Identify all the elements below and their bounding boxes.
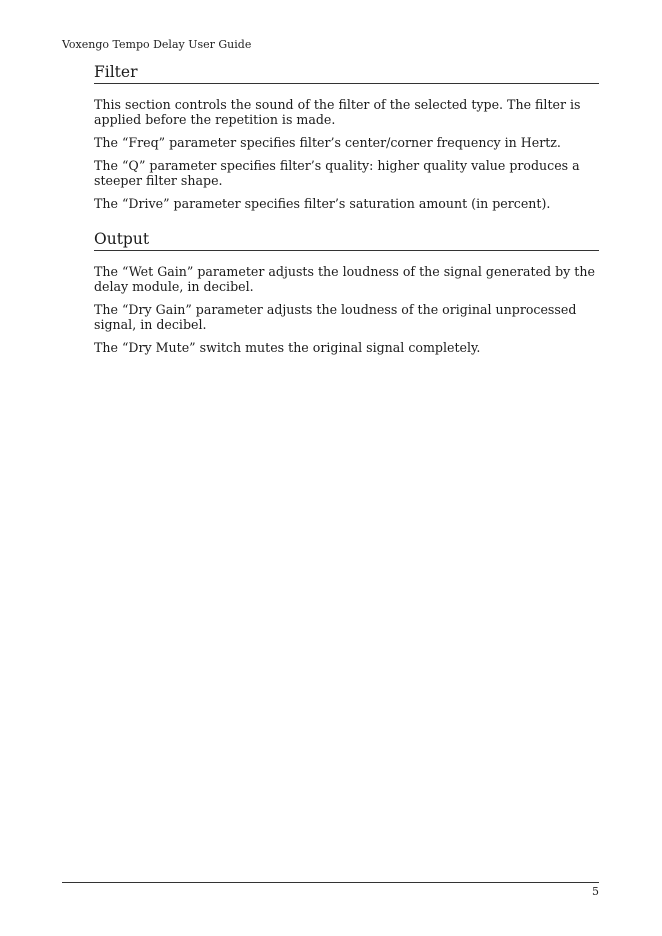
filter-paragraph-q: The “Q” parameter specifies filter’s quality: higher quality value produces a steeper filter shape. bbox=[94, 158, 580, 188]
output-paragraph-wet-gain: The “Wet Gain” parameter adjusts the loudness of the signal generated by the delay module, in decibel. bbox=[94, 264, 595, 294]
page-number: 5 bbox=[592, 885, 599, 898]
footer-divider bbox=[62, 882, 599, 883]
section-heading-output: Output bbox=[94, 229, 599, 251]
filter-paragraph-intro: This section controls the sound of the filter of the selected type. The filter is applied before the repetition is made. bbox=[94, 97, 581, 127]
section-heading-filter: Filter bbox=[94, 62, 599, 84]
output-paragraph-dry-gain: The “Dry Gain” parameter adjusts the loudness of the original unprocessed signal, in decibel. bbox=[94, 302, 577, 332]
running-header: Voxengo Tempo Delay User Guide bbox=[62, 38, 252, 51]
page-content bbox=[94, 62, 599, 355]
filter-paragraph-drive: The “Drive” parameter specifies filter’s saturation amount (in percent). bbox=[94, 196, 551, 211]
output-paragraph-dry-mute: The “Dry Mute” switch mutes the original signal completely. bbox=[94, 340, 481, 355]
filter-paragraph-freq: The “Freq” parameter specifies filter’s center/corner frequency in Hertz. bbox=[94, 135, 561, 150]
